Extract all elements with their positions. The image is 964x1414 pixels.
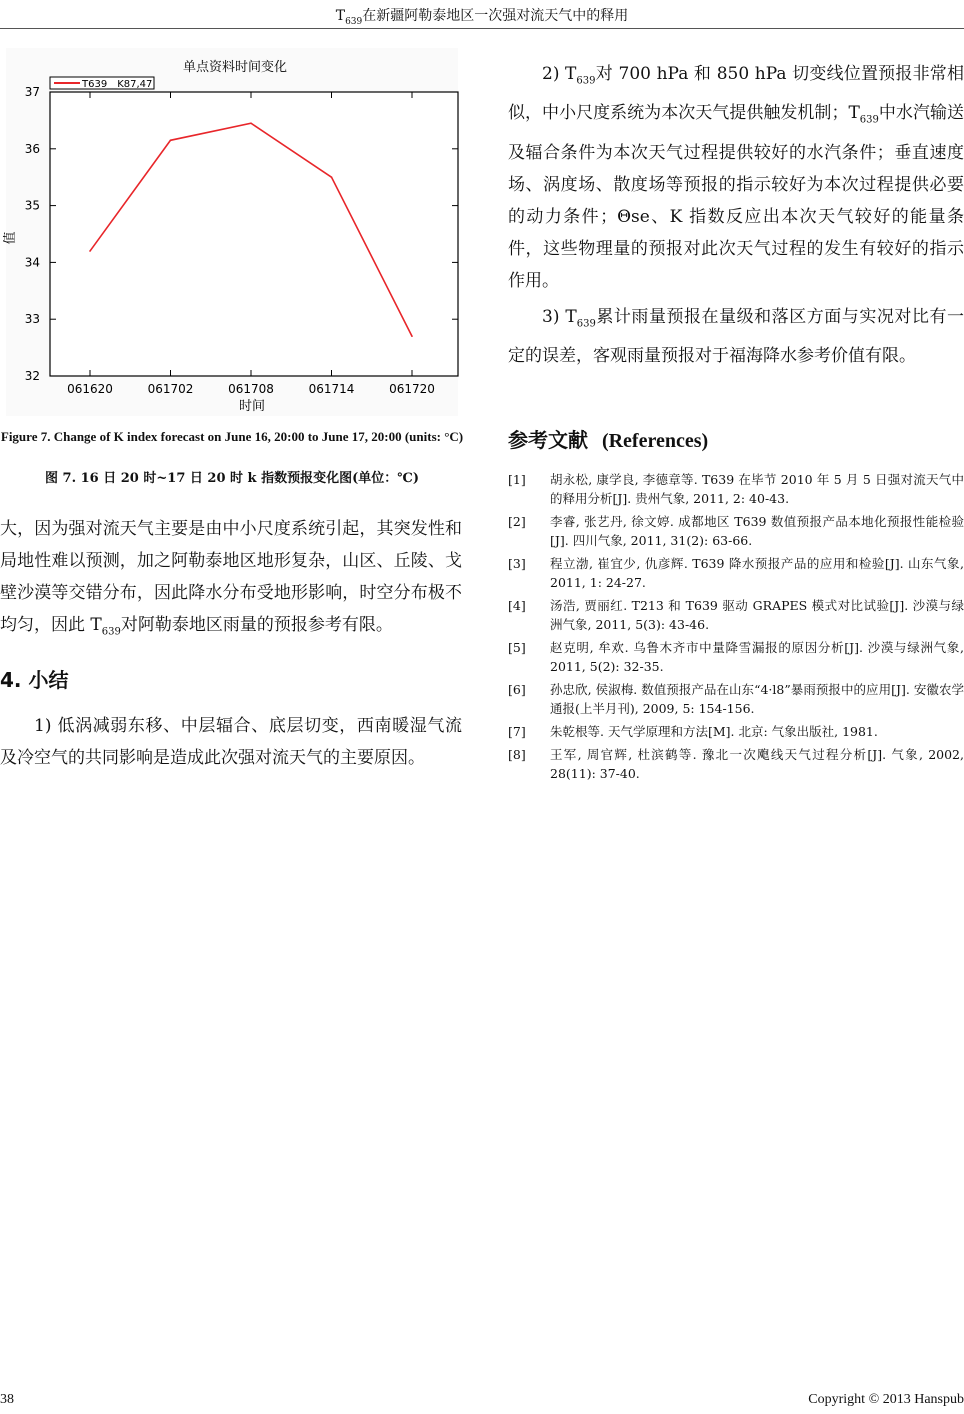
x-tick-label: 061720: [389, 382, 435, 396]
header-title: 在新疆阿勒泰地区一次强对流天气中的释用: [362, 8, 629, 24]
summary-item-2-a: 2) T: [542, 64, 577, 84]
references-heading: [508, 424, 708, 453]
references-title-en: (References): [601, 430, 709, 452]
summary-item-3-a: 3) T: [542, 306, 577, 327]
data-point: [170, 139, 172, 141]
header-subscript: 639: [345, 16, 363, 27]
figure-caption-en: Figure 7. Change of K index forecast on June 16, 20:00 to June 17, 20:00 (units: °C): [0, 429, 464, 444]
x-tick-label: 061702: [147, 382, 194, 396]
y-tick-label: 33: [24, 312, 40, 327]
y-tick-label: 32: [24, 369, 40, 383]
header-prefix: T: [335, 8, 346, 24]
y-tick-label: 35: [24, 198, 40, 213]
copyright: Copyright © 2013 Hanspub: [808, 1392, 964, 1407]
reference-text: 王军, 周官辉, 杜滨鹤等. 豫北一次飑线天气过程分析[J]. 气象, 2002, 28(11): 37-40.: [550, 747, 964, 781]
summary-item-3: [508, 301, 964, 372]
data-point: [89, 250, 91, 252]
page-number: 38: [0, 1392, 14, 1407]
data-point: [250, 122, 252, 124]
right-column: [508, 58, 964, 372]
left-column: [0, 513, 462, 774]
data-point: [411, 335, 413, 337]
summary-item-2-sub2: 639: [859, 114, 879, 126]
legend-label: T639__K87,47: [82, 79, 153, 90]
x-axis-label: 时间: [238, 399, 266, 414]
left-paragraph-1-text: 大，因为强对流天气主要是由中小尺度系统引起，其突发性和局地性难以预测，加之阿勒泰地区地形复杂，山区、丘陵、戈壁沙漠等交错分布，因此降水分布受地形影响，时空分布极不均匀，因此 T: [0, 519, 462, 635]
section-heading-summary: 4. 小结: [0, 668, 69, 693]
reference-number: [2]: [508, 514, 526, 529]
reference-item: [508, 745, 964, 783]
reference-item: [508, 512, 964, 550]
reference-text: 赵克明, 牟欢. 乌鲁木齐市中量降雪漏报的原因分析[J]. 沙漠与绿洲气象, 2011, 5(2): 32-35.: [550, 640, 964, 674]
reference-item: [508, 680, 964, 718]
reference-text: 程立渤, 崔宜少, 仇彦辉. T639 降水预报产品的应用和检验[J]. 山东气象, 2011, 1: 24-27.: [550, 556, 964, 590]
left-paragraph-1-tail: 对阿勒泰地区雨量的预报参考有限。: [120, 615, 393, 635]
chart-title: 单点资料时间变化: [182, 60, 288, 75]
reference-text: 李睿, 张艺丹, 徐文婷. 成都地区 T639 数值预报产品本地化预报性能检验[J]. 四川气象, 2011, 31(2): 63-66.: [550, 514, 964, 548]
reference-number: [3]: [508, 556, 526, 571]
reference-item: [508, 596, 964, 634]
reference-text: 孙忠欣, 侯淑梅. 数值预报产品在山东“4·l8”暴雨预报中的应用[J]. 安徽农学通报(上半月刊), 2009, 5: 154-156.: [550, 682, 964, 716]
summary-item-2-c: 中水汽输送及辐合条件为本次天气过程提供较好的水汽条件；垂直速度场、涡度场、散度场等预报的指示较好为本次过程提供必要的动力条件；Θse、K 指数反应出本次天气较好的能量条件，这些物理量的预报对此次天气过程的发生有较好的指示作用。: [508, 103, 964, 291]
chart-legend: [50, 77, 154, 90]
x-tick-label: 061620: [67, 382, 113, 396]
reference-number: [7]: [508, 724, 526, 739]
reference-item: [508, 722, 964, 741]
references-title-zh: 参考文献: [508, 428, 588, 452]
left-paragraph-1: [0, 513, 462, 648]
reference-number: [8]: [508, 747, 526, 762]
reference-number: [1]: [508, 472, 526, 487]
reference-number: [4]: [508, 598, 526, 613]
summary-item-3-b: 累计雨量预报在量级和落区方面与实况对比有一定的误差，客观雨量预报对于福海降水参考价值有限。: [508, 306, 964, 367]
x-tick-label: 061708: [228, 382, 274, 396]
reference-number: [6]: [508, 682, 526, 697]
reference-text: 朱乾根等. 天气学原理和方法[M]. 北京: 气象出版社, 1981.: [550, 724, 878, 739]
figure-caption-zh: 图 7. 16 日 20 时~17 日 20 时 k 指数预报变化图(单位：℃): [45, 471, 419, 486]
reference-number: [5]: [508, 640, 526, 655]
reference-text: 汤浩, 贾丽红. T213 和 T639 驱动 GRAPES 模式对比试验[J]. 沙漠与绿洲气象, 2011, 5(3): 43-46.: [550, 598, 964, 632]
summary-item-2-sub1: 639: [576, 75, 596, 87]
reference-text: 胡永松, 康学良, 李德章等. T639 在毕节 2010 年 5 月 5 日强对流天气中的释用分析[J]. 贵州气象, 2011, 2: 40-43.: [550, 472, 964, 506]
reference-item: [508, 638, 964, 676]
summary-item-3-sub: 639: [576, 318, 596, 330]
references-list: [508, 470, 964, 787]
reference-item: [508, 554, 964, 592]
y-axis-label: 值: [3, 231, 18, 245]
header-rule: [0, 28, 964, 29]
chart-svg: [0, 48, 464, 418]
figure-7-chart: [0, 48, 464, 418]
reference-item: [508, 470, 964, 508]
y-tick-label: 37: [24, 85, 40, 99]
plot-frame: [50, 92, 458, 376]
summary-item-2-b: 对 700 hPa 和 850 hPa 切变线位置预报非常相似，中小尺度系统为本次天气提供触发机制；T: [508, 64, 964, 124]
y-tick-label: 36: [24, 141, 40, 156]
summary-item-1: 1) 低涡减弱东移、中层辐合、底层切变，西南暖湿气流及冷空气的共同影响是造成此次强对流天气的主要原因。: [0, 716, 462, 769]
data-point: [331, 176, 333, 178]
summary-item-2: [508, 58, 964, 297]
y-tick-label: 34: [24, 255, 40, 270]
x-tick-label: 061714: [308, 382, 355, 396]
left-paragraph-1-subscript: 639: [101, 626, 121, 638]
